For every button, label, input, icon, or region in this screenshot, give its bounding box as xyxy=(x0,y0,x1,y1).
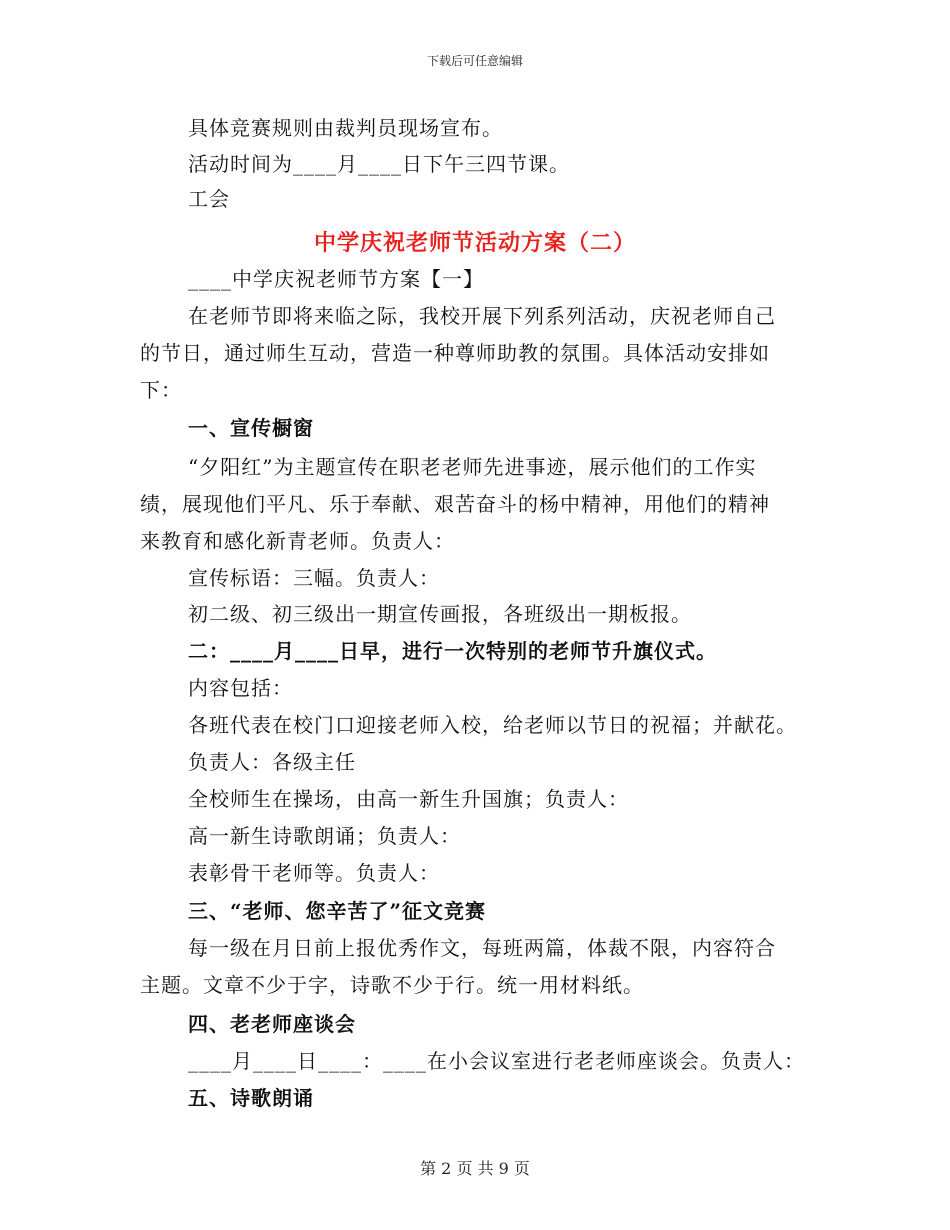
document-title: 中学庆祝老师节活动方案（二） xyxy=(313,231,636,256)
paragraph-line: 绩，展现他们平凡、乐于奉献、艰苦奋斗的杨中精神，用他们的精神 xyxy=(140,492,770,516)
paragraph-line: 每一级在月日前上报优秀作文，每班两篇，体裁不限，内容符合 xyxy=(188,936,776,960)
text-line: 全校师生在操场，由高一新生升国旗；负责人： xyxy=(188,787,629,811)
text-line: 宣传标语：三幅。负责人： xyxy=(188,566,440,590)
text-line: 工会 xyxy=(188,187,230,211)
text-line: 各班代表在校门口迎接老师入校，给老师以节日的祝福；并献花。 xyxy=(188,713,797,737)
section-heading: 四、老老师座谈会 xyxy=(188,1012,356,1036)
page-number: 第 2 页 共 9 页 xyxy=(420,1159,530,1178)
text-line: 具体竞赛规则由裁判员现场宣布。 xyxy=(188,116,503,140)
section-heading: 五、诗歌朗诵 xyxy=(188,1086,314,1110)
paragraph-line: 的节日，通过师生互动，营造一种尊师助教的氛围。具体活动安排如 xyxy=(140,341,770,365)
paragraph-line: “夕阳红”为主题宣传在职老老师先进事迹，展示他们的工作实 xyxy=(188,455,757,479)
text-line: 高一新生诗歌朗诵；负责人： xyxy=(188,824,461,848)
text-line: 表彰骨干老师等。负责人： xyxy=(188,861,440,885)
paragraph-line: 主题。文章不少于字，诗歌不少于行。统一用材料纸。 xyxy=(140,973,644,997)
section-heading: 一、宣传橱窗 xyxy=(188,416,314,440)
paragraph-line: 来教育和感化新青老师。负责人： xyxy=(140,529,455,553)
paragraph-line: 下： xyxy=(140,378,182,402)
section-heading: 三、“老师、您辛苦了”征文竞赛 xyxy=(188,899,487,923)
text-line: 负责人：各级主任 xyxy=(188,750,356,774)
text-line: ____中学庆祝老师节方案【一】 xyxy=(188,267,484,291)
section-heading: 二：____月____日早，进行一次特别的老师节升旗仪式。 xyxy=(188,639,717,663)
text-line: 内容包括： xyxy=(188,676,293,700)
text-line: ____月____日____：____在小会议室进行老老师座谈会。负责人： xyxy=(188,1049,805,1073)
text-line: 初二级、初三级出一期宣传画报，各班级出一期板报。 xyxy=(188,602,692,626)
paragraph-line: 在老师节即将来临之际，我校开展下列系列活动，庆祝老师自己 xyxy=(188,304,776,328)
text-line: 活动时间为____月____日下午三四节课。 xyxy=(188,152,570,176)
page-header: 下载后可任意编辑 xyxy=(426,54,523,68)
